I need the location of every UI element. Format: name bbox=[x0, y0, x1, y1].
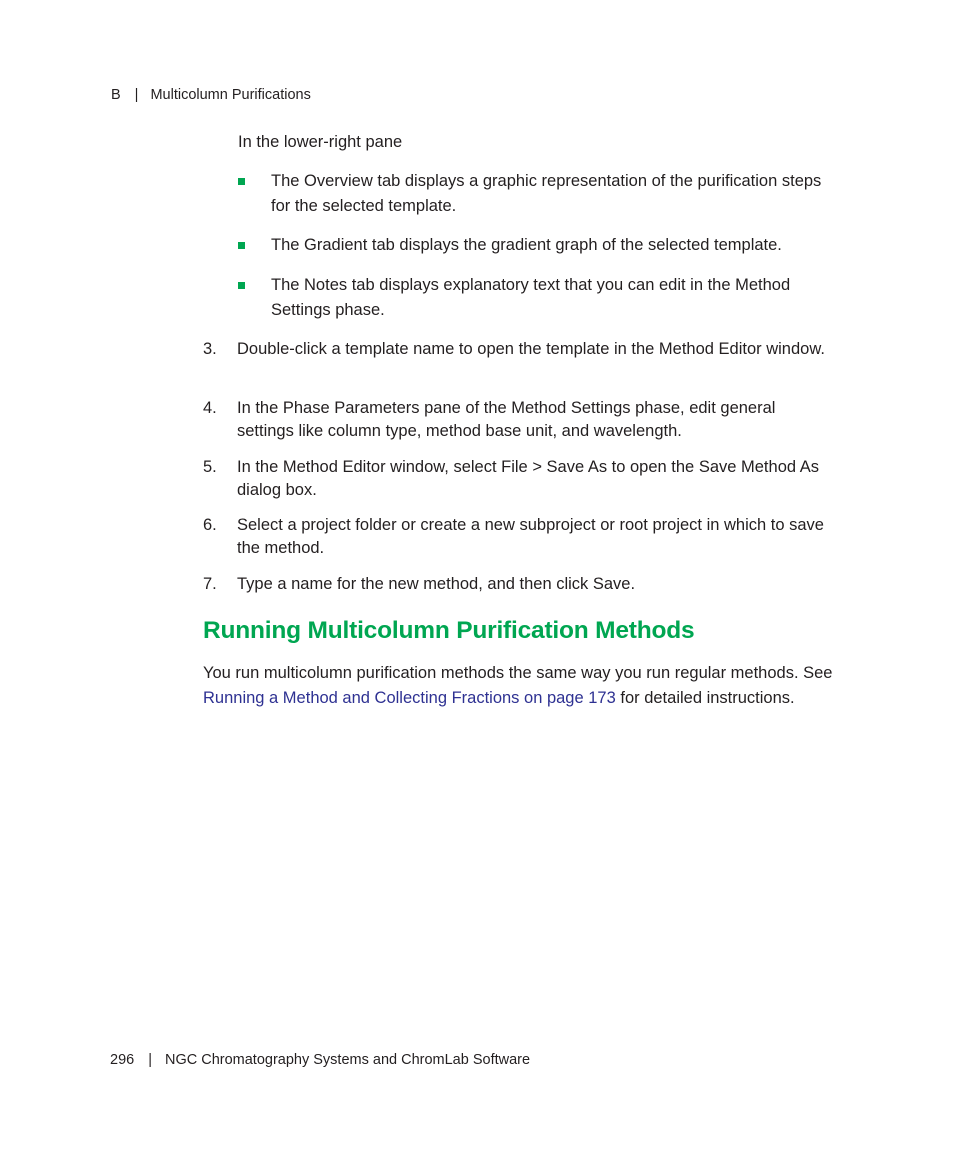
section-paragraph bbox=[203, 661, 838, 710]
page-number: 296 bbox=[110, 1052, 135, 1068]
running-footer bbox=[110, 1052, 530, 1068]
step-number: 5. bbox=[203, 458, 217, 476]
step-number: 6. bbox=[203, 516, 217, 534]
bullet-square-icon bbox=[238, 242, 245, 249]
step-number: 4. bbox=[203, 399, 217, 417]
running-header bbox=[111, 87, 311, 103]
bullet-text: The Notes tab displays explanatory text that you can edit in the Method Settings phase. bbox=[271, 276, 791, 319]
step-text: Select a project folder or create a new subproject or root project in which to save the method. bbox=[237, 516, 824, 557]
step-text: Type a name for the new method, and then click Save. bbox=[237, 575, 636, 593]
footer-separator: | bbox=[148, 1052, 152, 1068]
bullet-square-icon bbox=[238, 282, 245, 289]
step-text: In the Method Editor window, select File > Save As to open the Save Method As dialog box. bbox=[237, 458, 819, 499]
appendix-letter: B bbox=[111, 87, 121, 103]
intro-text: In the lower-right pane bbox=[238, 133, 403, 151]
paragraph-text-after: for detailed instructions. bbox=[615, 688, 795, 707]
bullet-text: The Gradient tab displays the gradient graph of the selected template. bbox=[271, 236, 782, 254]
paragraph-text-before: You run multicolumn purification methods the same way you run regular methods. See bbox=[203, 664, 833, 682]
step-text: In the Phase Parameters pane of the Method Settings phase, edit general settings like column type, method base unit, and wavelength. bbox=[237, 399, 776, 440]
step-number: 3. bbox=[203, 340, 217, 358]
step-text: Double-click a template name to open the template in the Method Editor window. bbox=[237, 340, 825, 358]
book-title: NGC Chromatography Systems and ChromLab Software bbox=[164, 1052, 531, 1068]
step-number: 7. bbox=[203, 575, 217, 593]
chapter-title: Multicolumn Purifications bbox=[150, 87, 311, 103]
cross-reference-link[interactable]: Running a Method and Collecting Fractions on page 173 bbox=[203, 688, 616, 707]
section-heading: Running Multicolumn Purification Methods bbox=[203, 617, 695, 644]
bullet-text: The Overview tab displays a graphic representation of the purification steps for the selected template. bbox=[271, 172, 822, 215]
bullet-square-icon bbox=[238, 178, 245, 185]
header-separator: | bbox=[134, 87, 139, 103]
